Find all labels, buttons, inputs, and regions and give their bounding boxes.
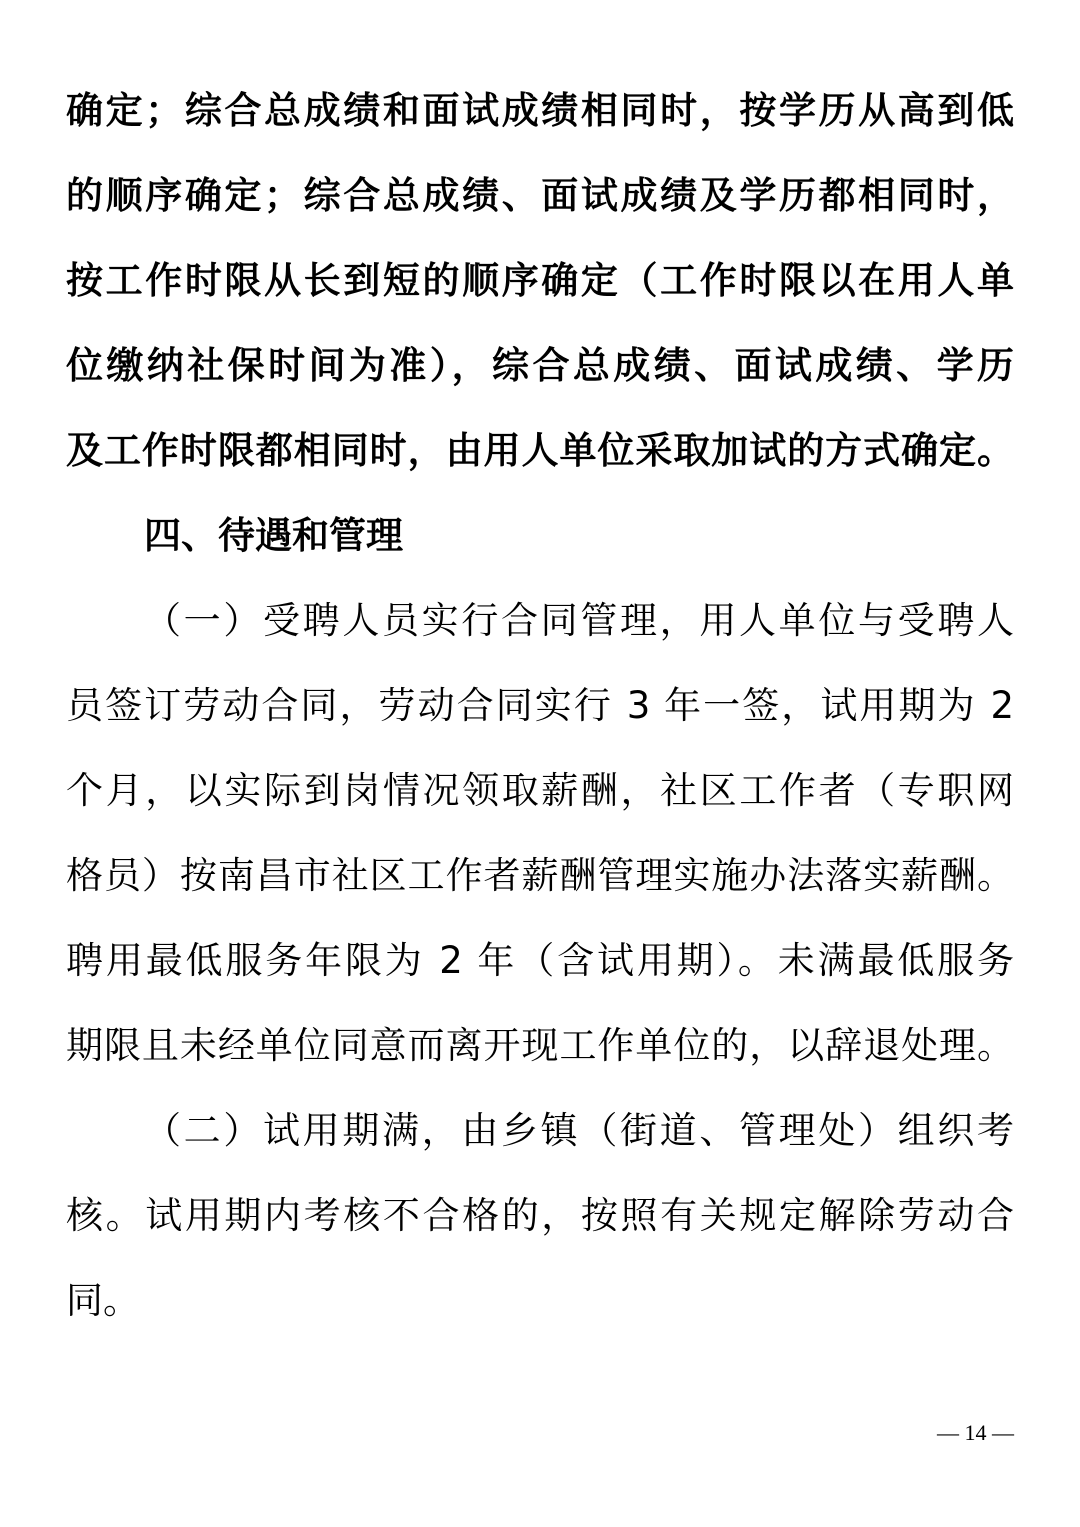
text-line-3: 按工作时限从长到短的顺序确定（工作时限以在用人单: [66, 259, 1014, 302]
text-line-5: 及工作时限都相同时，由用人单位采取加试的方式确定。: [66, 429, 1014, 472]
text-line-12: 期限且未经单位同意而离开现工作单位的，以辞退处理。: [66, 1024, 1014, 1067]
text-line-7: （一）受聘人员实行合同管理，用人单位与受聘人: [144, 599, 1014, 642]
text-line-2: 的顺序确定；综合总成绩、面试成绩及学历都相同时，: [66, 174, 1014, 217]
text-line-14: 核。试用期内考核不合格的，按照有关规定解除劳动合: [66, 1194, 1014, 1237]
text-line-15: 同。: [66, 1279, 140, 1322]
text-line-4: 位缴纳社保时间为准），综合总成绩、面试成绩、学历: [66, 344, 1014, 387]
text-line-9: 个月，以实际到岗情况领取薪酬，社区工作者（专职网: [66, 769, 1014, 812]
text-line-1: 确定；综合总成绩和面试成绩相同时，按学历从高到低: [66, 89, 1014, 132]
text-line-10: 格员）按南昌市社区工作者薪酬管理实施办法落实薪酬。: [66, 854, 1014, 897]
text-line-13: （二）试用期满，由乡镇（街道、管理处）组织考: [144, 1109, 1014, 1152]
section-heading-treatment-management: 四、待遇和管理: [144, 514, 403, 557]
page-number: — 14 —: [937, 1420, 1014, 1445]
text-line-8: 员签订劳动合同，劳动合同实行 3 年一签，试用期为 2: [66, 684, 1014, 727]
text-line-11: 聘用最低服务年限为 2 年（含试用期）。未满最低服务: [66, 939, 1014, 982]
